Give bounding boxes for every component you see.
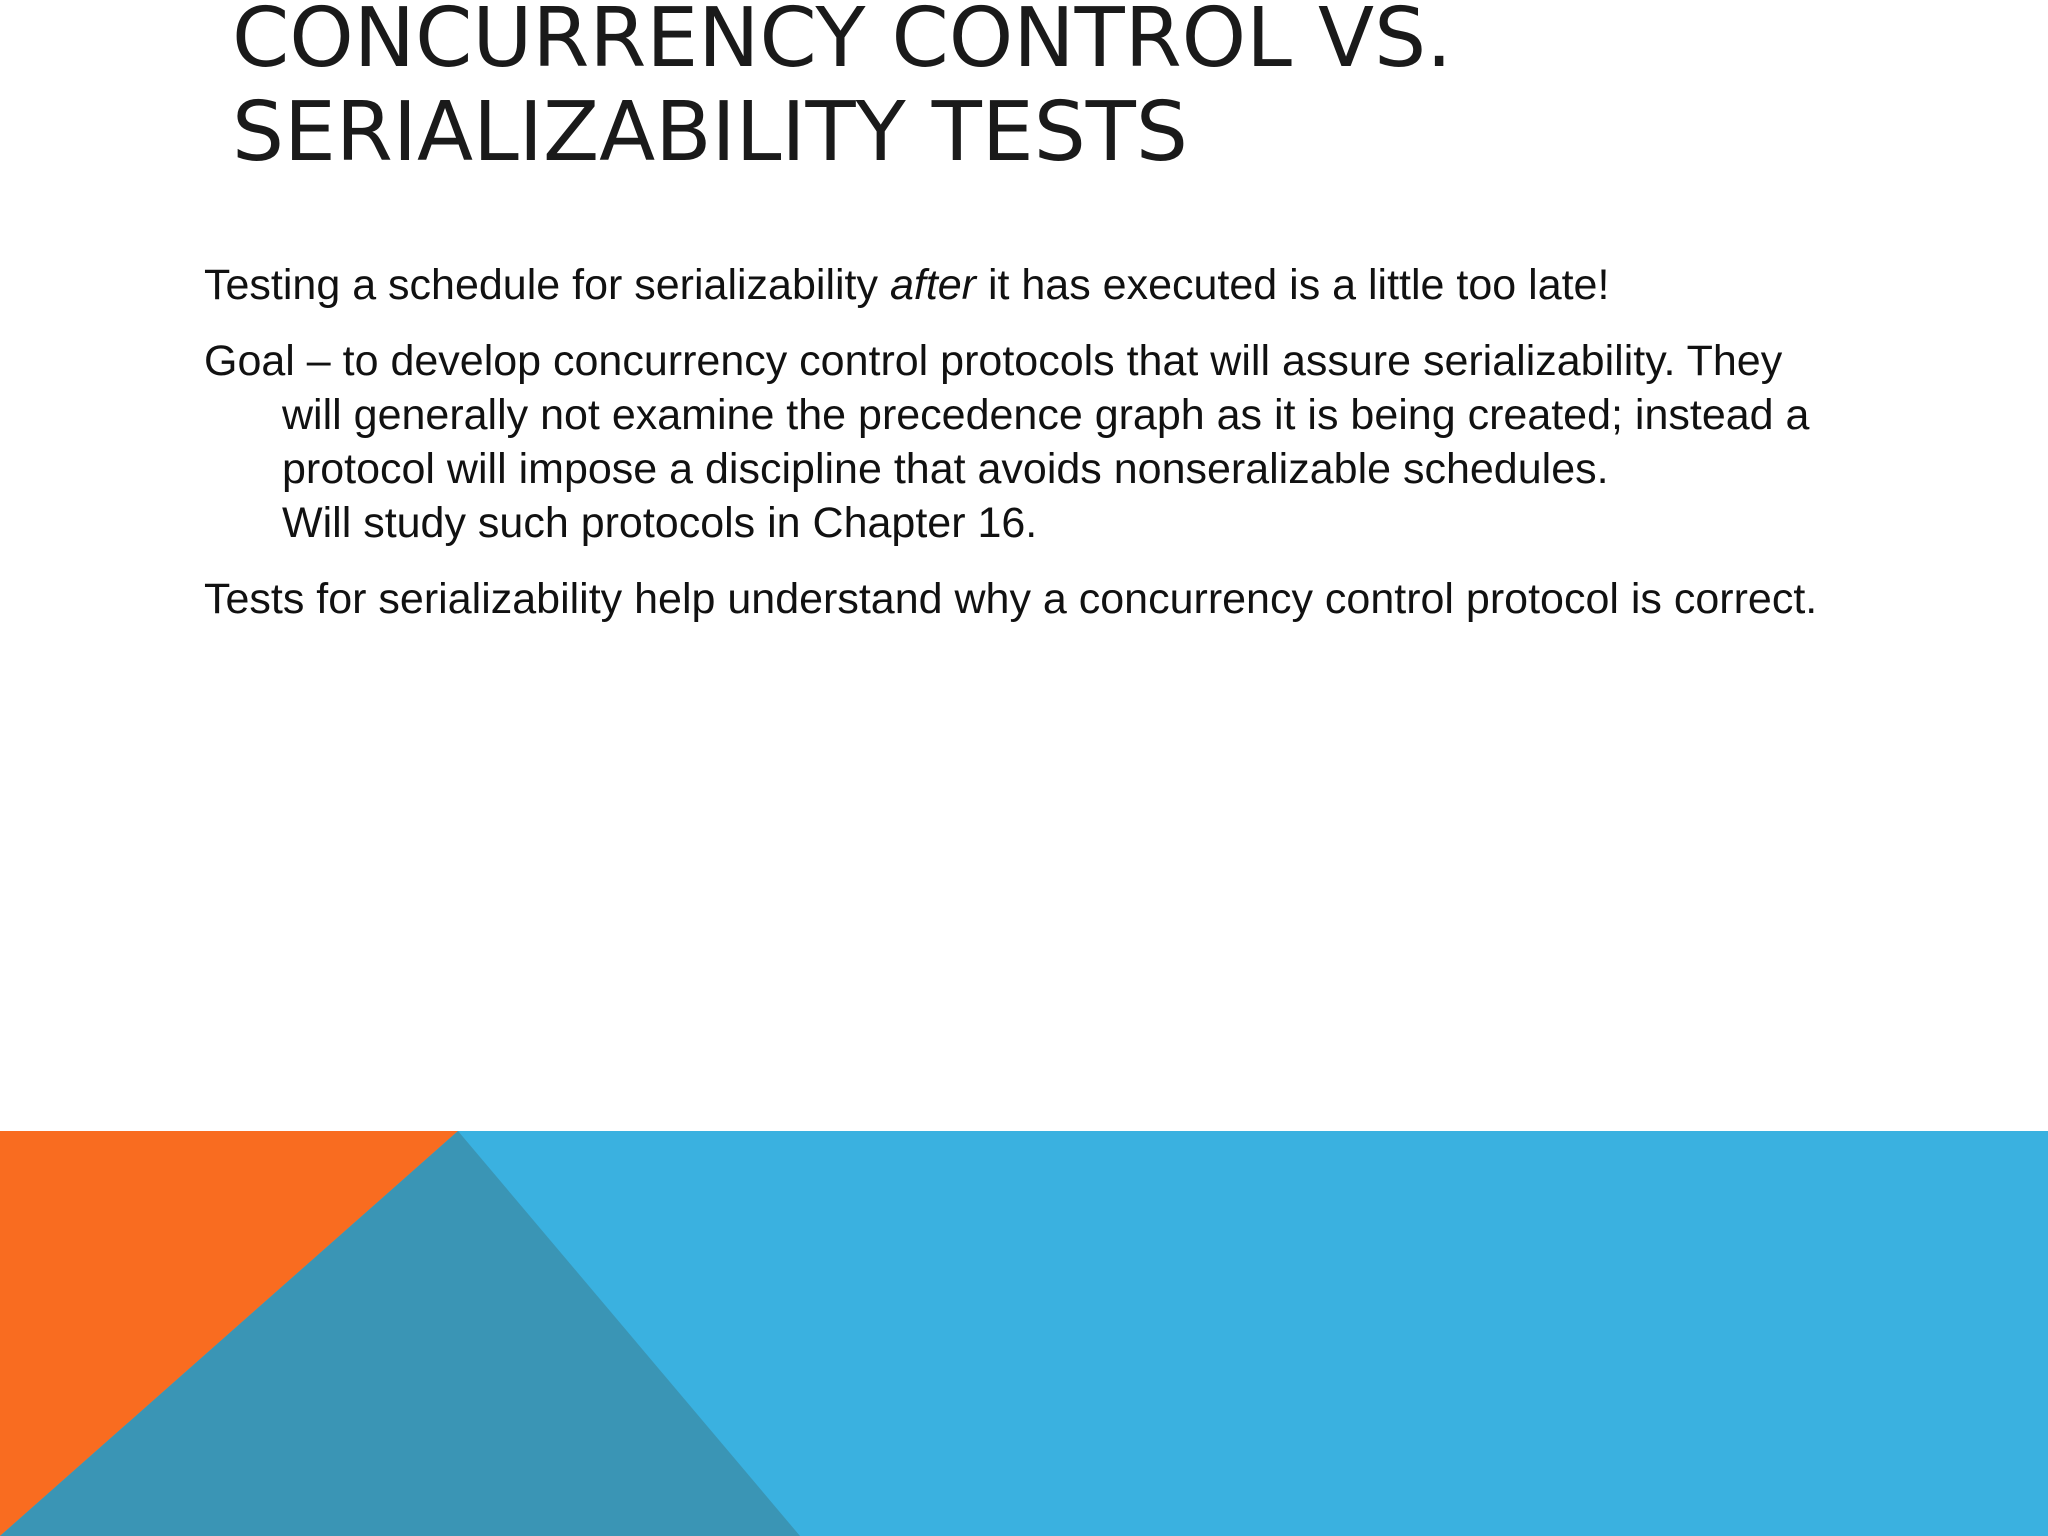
title-line-1: CONCURRENCY CONTROL VS. [232, 0, 1453, 86]
p1-text-before: Testing a schedule for serializability [204, 261, 890, 309]
p2-line-3: protocol will impose a discipline that avoids nonseralizable schedules. [282, 445, 1609, 493]
title-line-2: SERIALIZABILITY TESTS [232, 85, 1188, 180]
p2-line-1: Goal – to develop concurrency control protocols that will assure serializability. They [204, 337, 1783, 385]
slide-title [232, 0, 1932, 180]
p2-line-4: Will study such protocols in Chapter 16. [282, 499, 1038, 547]
footer-decoration [0, 1131, 2048, 1536]
p1-text-after: it has executed is a little too late! [976, 261, 1610, 309]
p3-line-1: Tests for serializability help understand why a concurrency control protocol is correct. [204, 575, 1818, 623]
slide-body [204, 258, 1924, 648]
p2-line-2: will generally not examine the precedence graph as it is being created; instead a [282, 391, 1810, 439]
paragraph-tests-help [204, 572, 1924, 626]
paragraph-goal [204, 334, 1924, 550]
paragraph-testing-late [204, 258, 1924, 312]
p1-emphasis: after [889, 261, 976, 309]
